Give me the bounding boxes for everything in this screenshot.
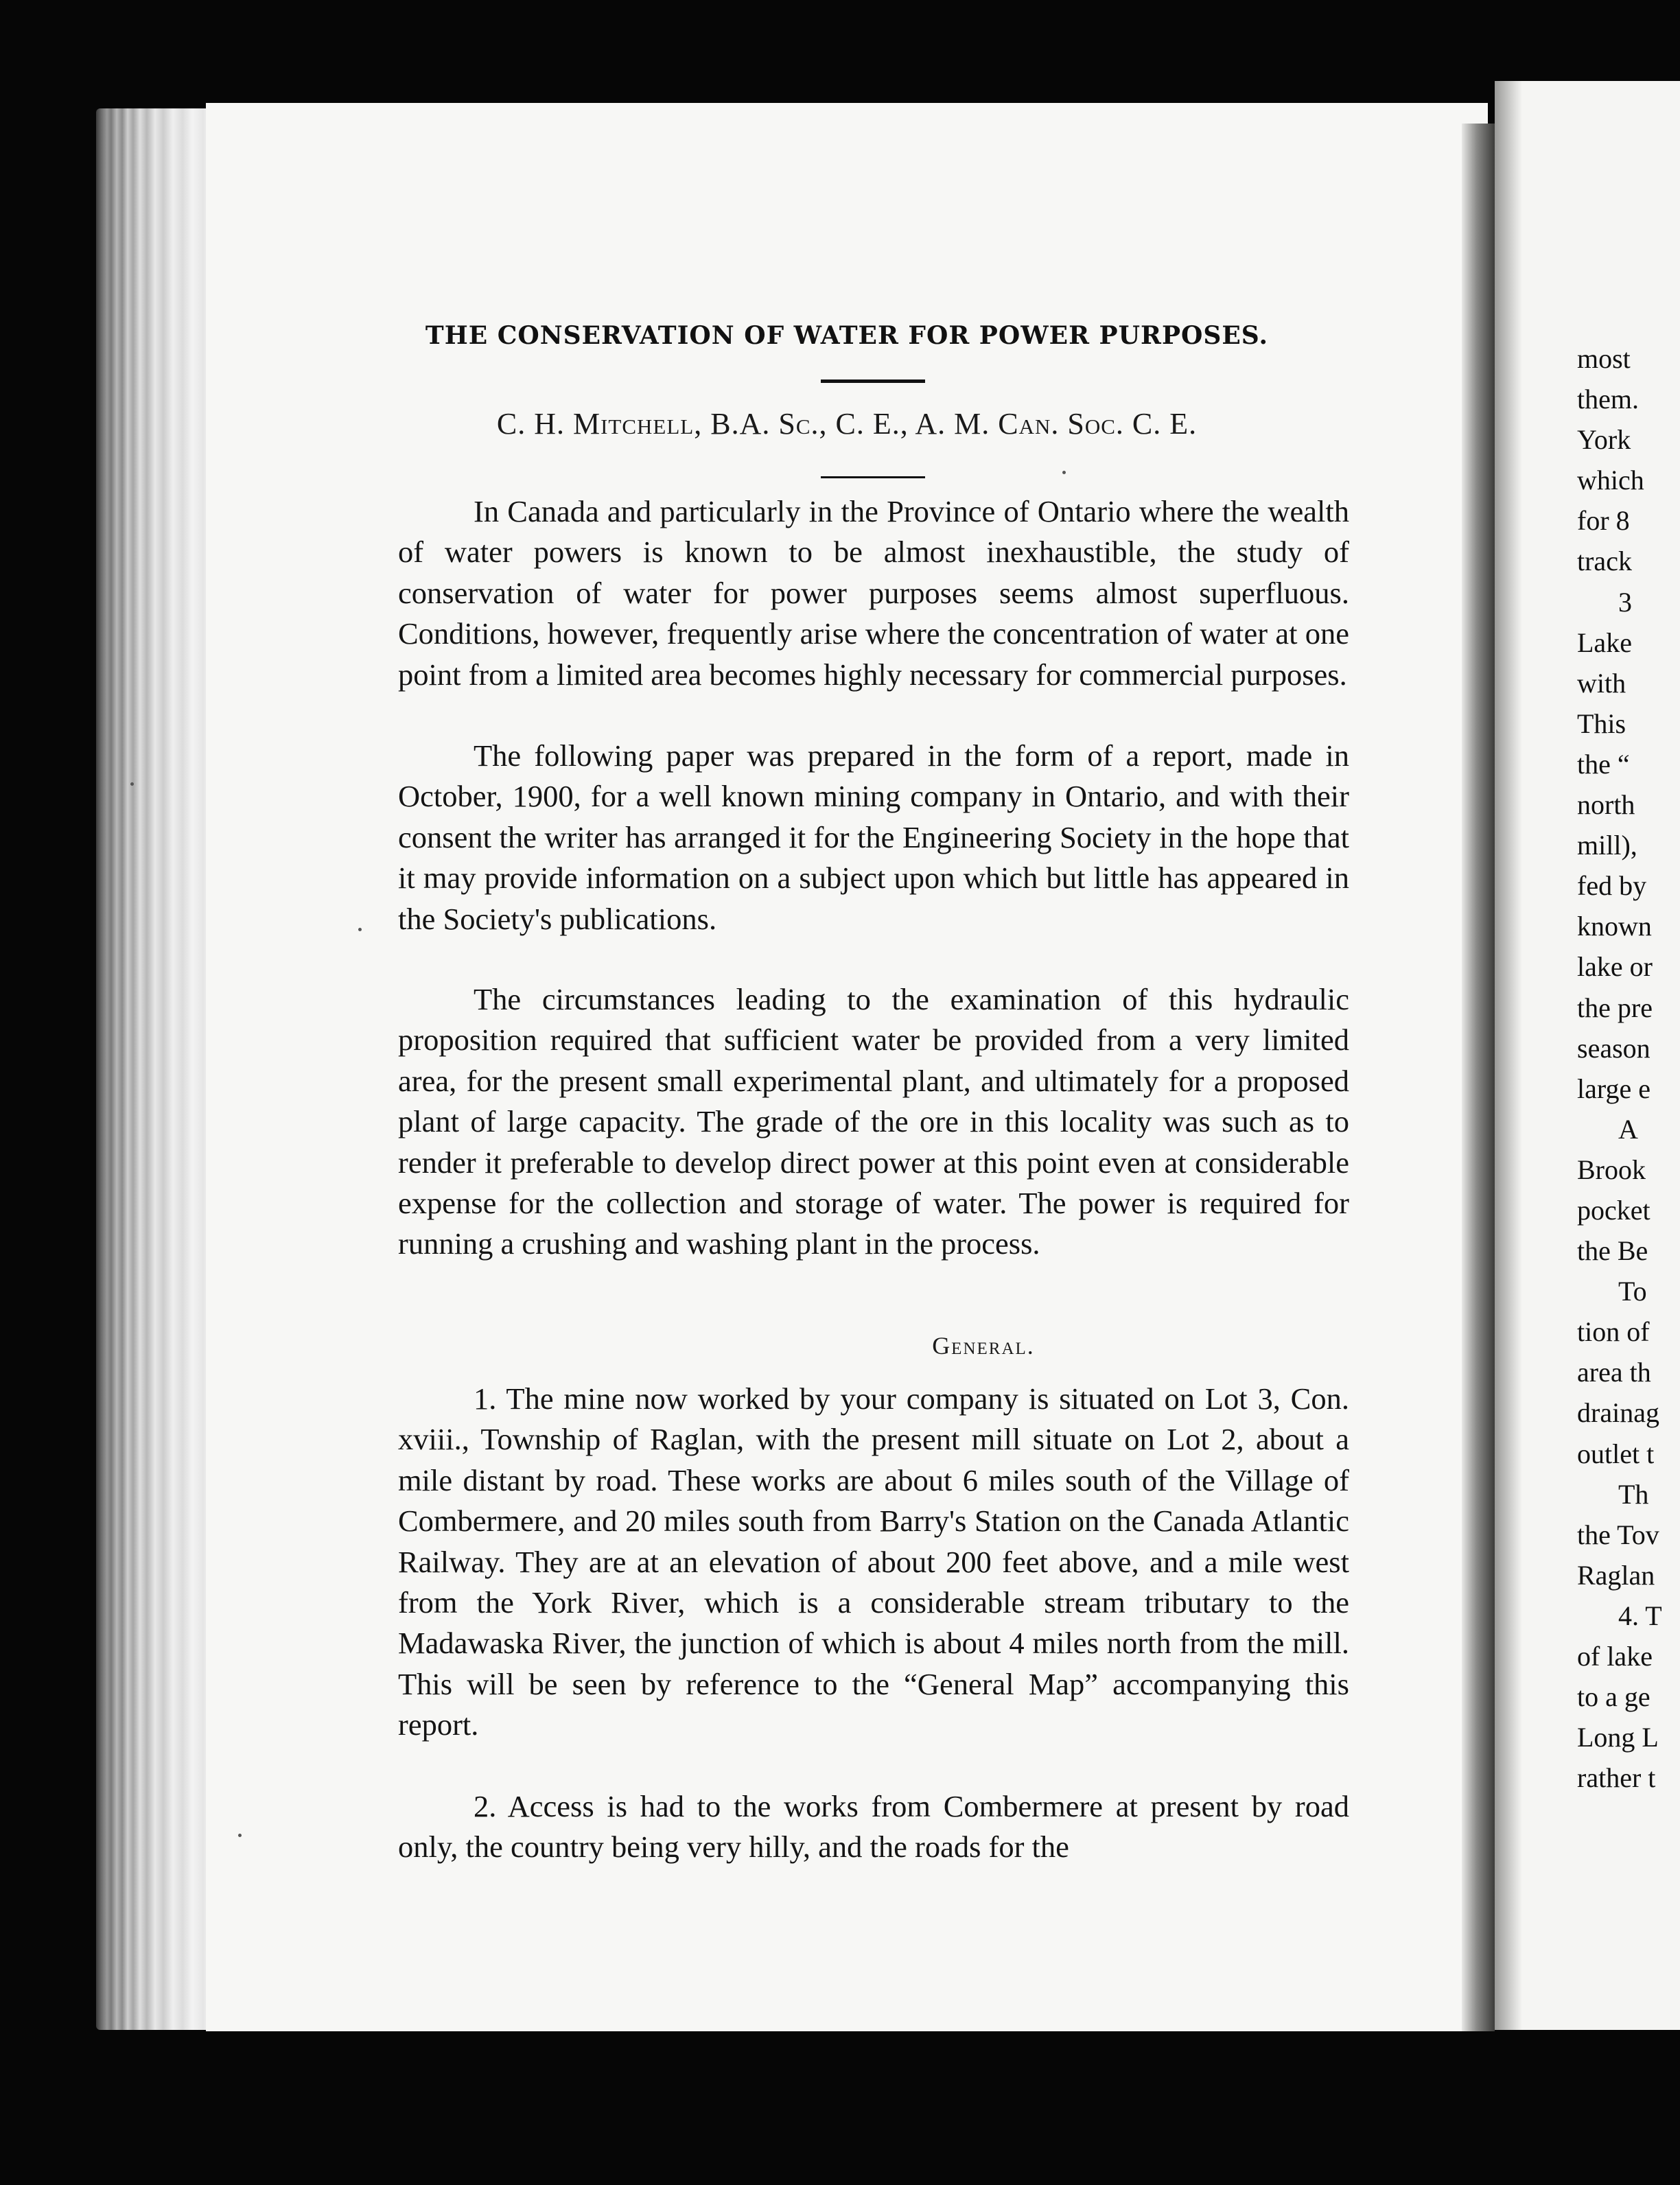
facing-page-line: north (1577, 789, 1635, 821)
intro-paragraph-2 (398, 736, 1349, 939)
author-degree: Sc. (778, 407, 819, 441)
facing-page-line: This (1577, 708, 1626, 739)
article-title: THE CONSERVATION OF WATER FOR POWER PURPOSES. (425, 321, 1269, 350)
facing-page-line: the “ (1577, 748, 1630, 780)
facing-page-line: for 8 (1577, 505, 1630, 537)
numbered-paragraph-2 (398, 1786, 1349, 1868)
facing-page-shadow (1495, 81, 1522, 2030)
section-heading-general: General. (932, 1332, 1035, 1359)
facing-page-line: A (1618, 1113, 1638, 1145)
facing-page-line: outlet t (1577, 1438, 1655, 1469)
facing-page-line: the pre (1577, 992, 1653, 1023)
facing-page-line: 3 (1618, 586, 1632, 618)
facing-page-line: known (1577, 911, 1652, 942)
facing-page-line: which (1577, 465, 1644, 496)
facing-page-line: To (1618, 1276, 1647, 1307)
facing-page-line: most (1577, 343, 1631, 374)
facing-page-line: pocket (1577, 1194, 1650, 1226)
facing-page-line: lake or (1577, 951, 1653, 983)
facing-page-line: of lake (1577, 1641, 1653, 1672)
author-line (206, 406, 1488, 441)
facing-page-line: drainag (1577, 1397, 1659, 1429)
author-credentials: , C. E., A. M. (819, 407, 999, 441)
facing-page-line: with (1577, 667, 1626, 699)
facing-page-line: area th (1577, 1357, 1651, 1388)
author-credentials: , B.A. (694, 407, 779, 441)
paragraph-text: 1. The mine now worked by your company is situated on Lot 3, Con. xviii., Township of Raglan, with the present mill situate on Lot 2, about a mile distant by road. These works are about 6 miles south of the Village of Combermere, and 20 miles south from Barry's Station on the Canada Atlantic Railway. They are at an elevation of about 200 feet above, and a mile west from the York River, which is a considerable stream tributary to the Madawaska River, the junction of which is about 4 miles north from the mill. This will be seen by reference to the “General Map” accompanying this report. (398, 1381, 1349, 1742)
scan-speck (358, 928, 362, 931)
facing-page-line: York (1577, 424, 1631, 456)
author-name: Mitchell (572, 407, 695, 441)
facing-page-line: season (1577, 1032, 1650, 1064)
paragraph-text: The circumstances leading to the examination of this hydraulic proposition required that sufficient water be provided from a very limited area, for the present small experimental plant, and ultimately for a proposed plant of large capacity. The grade of the ore in this locality was such as to render it preferable to develop direct power at this point even at considerable expense for the collection and storage of water. The power is required for running a crushing and washing plant in the process. (398, 982, 1349, 1261)
facing-page-line: to a ge (1577, 1681, 1650, 1713)
author-society: Can. Soc. (998, 407, 1124, 441)
paragraph-text: 2. Access is had to the works from Combermere at present by road only, the country being very hilly, and the roads for the (398, 1789, 1349, 1865)
facing-page-line: Lake (1577, 627, 1632, 658)
facing-page-line: the Be (1577, 1235, 1648, 1267)
facing-page-line: Long L (1577, 1722, 1659, 1753)
facing-page-line: Raglan (1577, 1559, 1655, 1591)
facing-page-line: them. (1577, 384, 1639, 415)
facing-page-line: large e (1577, 1073, 1650, 1104)
scan-speck (130, 782, 134, 786)
intro-paragraph-3 (398, 979, 1349, 1265)
facing-page-line: Th (1618, 1478, 1649, 1510)
intro-paragraph-1 (398, 491, 1349, 695)
facing-page-line: rather t (1577, 1762, 1656, 1794)
facing-page-line: mill), (1577, 830, 1637, 861)
facing-page-line: Brook (1577, 1154, 1646, 1185)
paragraph-text: In Canada and particularly in the Province of Ontario where the wealth of water powers is known to be almost inexhaustible, the study of conservation of water for power purposes seems almost superfluous. Conditions, however, frequently arise where the concentration of water at one point from a limited area becomes highly necessary for commercial purposes. (398, 494, 1349, 692)
author-initials: C. H. (496, 407, 573, 441)
scan-speck (238, 1834, 242, 1837)
facing-page-line: the Tov (1577, 1519, 1659, 1550)
numbered-paragraph-1 (398, 1379, 1349, 1746)
facing-page-line: track (1577, 546, 1632, 577)
facing-page-text (1577, 338, 1662, 1798)
author-credentials: C. E. (1123, 407, 1198, 441)
author-rule (821, 476, 925, 478)
paragraph-text: The following paper was prepared in the form of a report, made in October, 1900, for a well known mining company in Ontario, and with their consent the writer has arranged it for the Engineering Society in the hope that it may provide information on a subject upon which but little has appeared in the Society's publications. (398, 738, 1349, 936)
title-rule (821, 379, 925, 383)
scan-speck (1062, 471, 1066, 474)
facing-page-line: fed by (1577, 870, 1647, 902)
facing-page-line: tion of (1577, 1316, 1650, 1348)
facing-page-line: 4. T (1618, 1600, 1662, 1631)
